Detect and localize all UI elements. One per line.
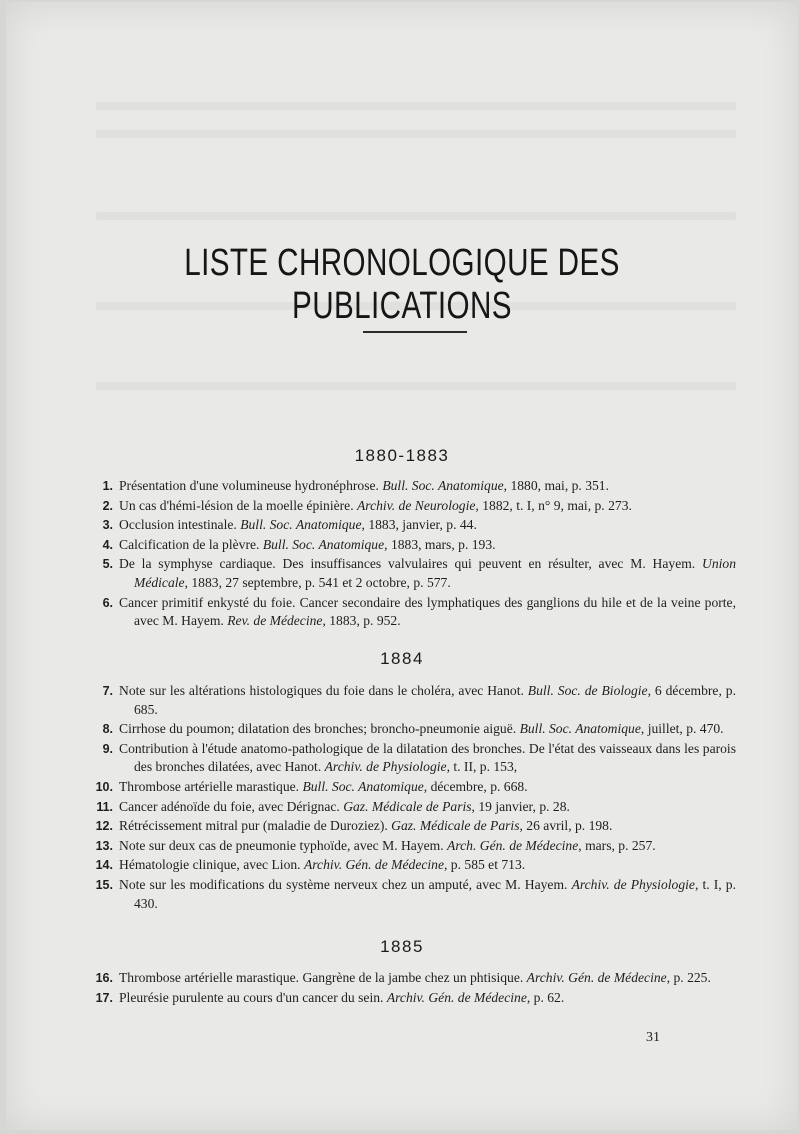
list-item — [6, 837, 798, 856]
entry-text: Thrombose artérielle marastique. — [119, 778, 303, 794]
entry-list-1884 — [6, 682, 798, 914]
entry-venue: Rev. de Médecine — [227, 613, 323, 629]
entry-number: 7. — [102, 684, 113, 698]
entry-venue: Arch. Gén. de Médecine — [447, 837, 579, 853]
list-item — [6, 594, 798, 631]
entry-number: 1. — [102, 479, 113, 493]
entry-details: , 6 décembre, p. 685. — [134, 683, 736, 717]
title-rule — [363, 331, 467, 333]
list-item — [6, 856, 798, 875]
entry-text: Thrombose artérielle marastique. Gangrène de la jambe chez un phtisique. — [119, 970, 527, 985]
list-item — [6, 989, 798, 1008]
entry-text: Rétrécissement mitral pur (maladie de Duroziez). — [119, 818, 392, 834]
entry-details: , p. 585 et 713. — [444, 857, 526, 873]
entry-number: 16. — [95, 971, 113, 985]
show-through-shadow — [96, 212, 736, 220]
entry-venue: Gaz. Médicale de Paris — [343, 798, 472, 814]
entry-details: , p. 62. — [526, 989, 565, 1005]
section-heading-1880-1883: 1880-1883 — [354, 446, 450, 465]
list-item — [6, 798, 798, 817]
entry-venue: Archiv. de Physiologie — [324, 759, 447, 775]
entry-details: , t. II, p. 153, — [446, 759, 518, 775]
entry-number: 11. — [96, 799, 113, 814]
entry-text: Occlusion intestinale. — [119, 517, 241, 533]
page-title: LISTE CHRONOLOGIQUE DES PUBLICATIONS — [184, 242, 620, 327]
entry-text: De la symphyse cardiaque. Des insuffisances valvulaires qui peuvent en résulter, avec M. Hayem. — [119, 556, 703, 572]
entry-details: , 1883, 27 septembre, p. 541 et 2 octobre, p. 577. — [184, 574, 451, 590]
entry-number: 4. — [102, 537, 113, 552]
page-number: 31 — [646, 1030, 660, 1045]
entry-number: 2. — [102, 498, 113, 513]
entry-venue: Bull. Soc. Anatomique — [262, 536, 385, 552]
entry-details: , 1883, p. 952. — [322, 613, 401, 629]
list-item — [6, 555, 798, 592]
entry-text: Hématologie clinique, avec Lion. — [119, 857, 304, 873]
entry-text: Note sur les modifications du système nerveux chez un amputé, avec M. Hayem. — [119, 876, 572, 892]
entry-details: , juillet, p. 470. — [640, 721, 724, 737]
entry-number: 10. — [95, 779, 113, 794]
entry-venue: Archiv. Gén. de Médecine — [386, 989, 527, 1005]
list-item — [6, 778, 798, 797]
entry-number: 3. — [102, 518, 113, 533]
entry-text: Note sur deux cas de pneumonie typhoïde, avec M. Hayem. — [119, 837, 448, 853]
entry-text: Présentation d'une volumineuse hydronéphrose. — [119, 478, 383, 493]
entry-venue: Gaz. Médicale de Paris — [391, 818, 520, 834]
list-item — [6, 720, 798, 739]
entry-details: , décembre, p. 668. — [423, 778, 528, 794]
list-item — [6, 536, 798, 555]
entry-venue: Archiv. de Physiologie — [571, 876, 695, 892]
entry-details: , 1883, mars, p. 193. — [384, 536, 496, 552]
entry-details: , 1882, t. I, n° 9, mai, p. 273. — [475, 497, 632, 513]
entry-number: 8. — [102, 722, 113, 737]
entry-list-1885 — [6, 969, 798, 1008]
entry-details: , 19 janvier, p. 28. — [471, 798, 570, 814]
entry-details: , t. I, p. 430. — [134, 876, 736, 911]
show-through-shadow — [96, 382, 736, 390]
entry-details: , p. 225. — [666, 970, 711, 985]
entry-venue: Archiv. Gén. de Médecine — [303, 857, 444, 873]
entry-number: 5. — [102, 557, 113, 572]
show-through-shadow — [96, 130, 736, 138]
entry-number: 12. — [95, 819, 113, 834]
entry-details: , 1883, janvier, p. 44. — [361, 517, 477, 533]
entry-number: 6. — [102, 595, 113, 610]
entry-number: 17. — [95, 990, 113, 1005]
entry-venue: Archiv. de Neurologie — [357, 497, 476, 513]
entry-text: Contribution à l'étude anatomo-pathologique de la dilatation des bronches. De l'état des vaisseaux dans les parois des bronches dilatées, avec Hanot. — [119, 740, 736, 775]
entry-details: , 1880, mai, p. 351. — [503, 478, 610, 493]
entry-text: Cancer adénoïde du foie, avec Dérignac. — [119, 798, 344, 814]
list-item — [6, 497, 798, 516]
section-heading-1885: 1885 — [380, 937, 424, 956]
entry-venue: Bull. Soc. Anatomique — [302, 778, 424, 794]
entry-venue: Union Médicale — [134, 556, 736, 590]
entry-text: Cirrhose du poumon; dilatation des bronches; broncho-pneumonie aiguë. — [119, 721, 520, 737]
entry-details: , mars, p. 257. — [578, 837, 656, 853]
entry-text: Calcification de la plèvre. — [119, 536, 263, 552]
entry-number: 15. — [95, 877, 113, 892]
list-item — [6, 817, 798, 836]
entry-venue: Archiv. Gén. de Médecine — [526, 970, 667, 985]
list-item — [6, 969, 798, 988]
list-item — [6, 477, 798, 496]
entry-venue: Bull. Soc. de Biologie — [527, 683, 648, 698]
entry-text: Cancer primitif enkysté du foie. Cancer secondaire des lymphatiques des ganglions du hile et de la veine porte, avec M. Hayem. — [119, 594, 736, 629]
entry-text: Note sur les altérations histologiques du foie dans le choléra, avec Hanot. — [119, 683, 528, 698]
show-through-shadow — [96, 102, 736, 110]
entry-number: 14. — [95, 858, 113, 873]
entry-venue: Bull. Soc. Anatomique — [240, 517, 362, 533]
entry-venue: Bull. Soc. Anatomique — [382, 478, 504, 493]
list-item — [6, 876, 798, 913]
entry-venue: Bull. Soc. Anatomique — [519, 721, 641, 737]
entry-number: 13. — [95, 838, 113, 853]
document-page — [6, 2, 798, 1130]
list-item — [6, 740, 798, 777]
entry-details: , 26 avril, p. 198. — [519, 818, 613, 834]
section-heading-1884: 1884 — [380, 649, 424, 668]
entry-text: Pleurésie purulente au cours d'un cancer du sein. — [119, 989, 387, 1005]
entry-text: Un cas d'hémi-lésion de la moelle épinière. — [119, 497, 357, 513]
entry-list-1880-1883 — [6, 477, 798, 632]
entry-number: 9. — [102, 741, 113, 756]
list-item — [6, 516, 798, 535]
list-item — [6, 682, 798, 719]
